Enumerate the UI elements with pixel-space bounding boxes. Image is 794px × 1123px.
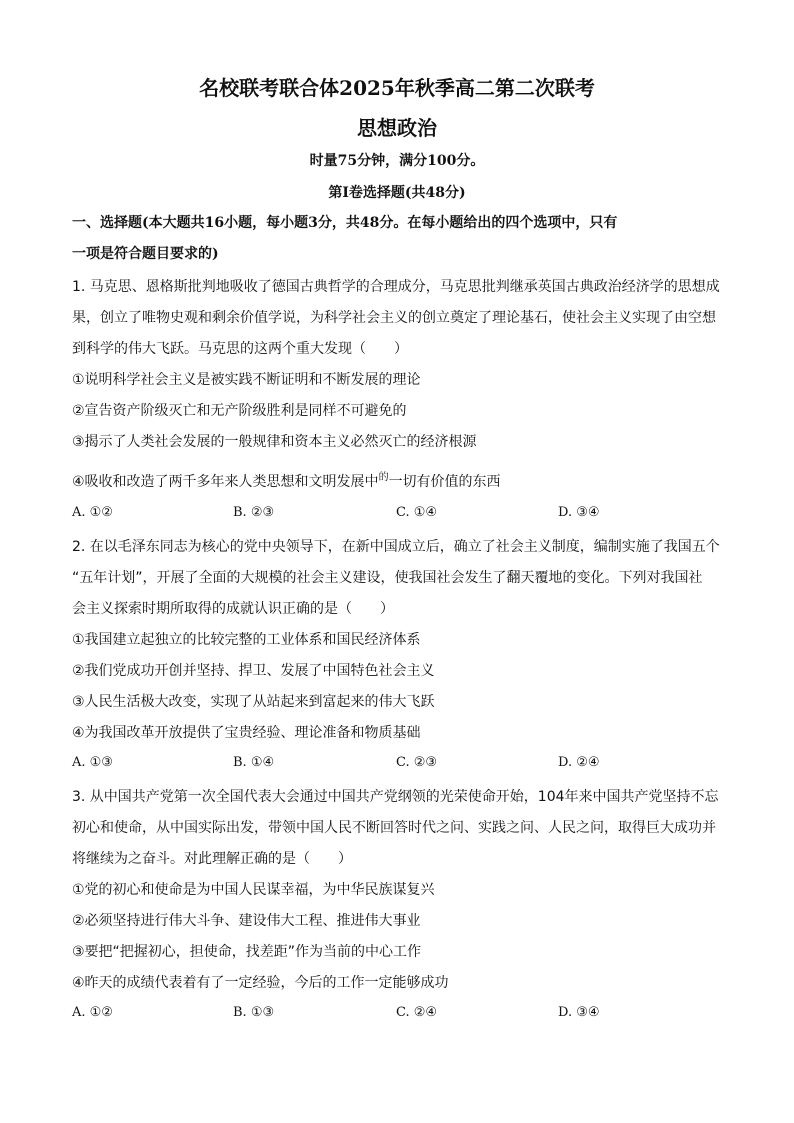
q2-option-b: B. ①④ [233, 755, 275, 770]
exam-title: 名校联考联合体2025年秋季高二第二次联考 [199, 76, 595, 100]
q2-options [72, 755, 722, 775]
q1-stem-line-1: 1. 马克思、恩格斯批判地吸收了德国古典哲学的合理成分，马克思批判继承英国古典政治经济学的思想成 [72, 279, 720, 295]
q3-item-4: ④昨天的成绩代表着有了一定经验，今后的工作一定能够成功 [72, 975, 449, 991]
q3-stem-line-2: 初心和使命，从中国实际出发，带领中国人民不断回答时代之问、实践之问、人民之问，取得巨大成功并 [72, 820, 716, 836]
q1-stem-line-2: 果，创立了唯物史观和剩余价值学说，为科学社会主义的创立奠定了理论基石，使社会主义实现了由空想 [72, 310, 716, 326]
q3-item-1: ①党的初心和使命是为中国人民谋幸福，为中华民族谋复兴 [72, 882, 435, 898]
q1-stem-line-3: 到科学的伟大飞跃。马克思的这两个重大发现（ ） [72, 341, 408, 357]
q3-option-b: B. ①③ [233, 1005, 275, 1020]
q2-stem-line-2: “五年计划”，开展了全面的大规模的社会主义建设，使我国社会发生了翻天覆地的变化。下列对我国社 [72, 570, 703, 586]
q1-options [72, 505, 722, 525]
q2-option-c: C. ②③ [396, 755, 438, 770]
q3-option-a: A. ①② [72, 1005, 113, 1020]
q3-option-d: D. ③④ [558, 1005, 600, 1020]
q2-stem-line-1: 2. 在以毛泽东同志为核心的党中央领导下，在新中国成立后，确立了社会主义制度，编制实施了我国五个 [72, 539, 720, 555]
subject-title: 思想政治 [357, 116, 437, 140]
q1-option-d: D. ③④ [558, 505, 600, 520]
q2-item-4: ④为我国改革开放提供了宝贵经验、理论准备和物质基础 [72, 725, 421, 741]
q3-stem-line-3: 将继续为之奋斗。对此理解正确的是（ ） [72, 851, 352, 867]
section-heading-line-1: 一、选择题(本大题共16小题，每小题3分，共48分。在每小题给出的四个选项中，只有 [72, 215, 618, 231]
q2-item-1: ①我国建立起独立的比较完整的工业体系和国民经济体系 [72, 632, 421, 648]
q1-item-4-sup: 的 [378, 472, 389, 483]
q1-option-c: C. ①④ [396, 505, 438, 520]
q1-item-4-before: ④吸收和改造了两千多年来人类思想和文明发展中 [72, 474, 379, 490]
q3-stem-line-1: 3. 从中国共产党第一次全国代表大会通过中国共产党纲领的光荣使命开始，104年来中国共产党坚持不忘 [72, 789, 719, 805]
q3-item-3: ③要把“把握初心，担使命，找差距”作为当前的中心工作 [72, 944, 422, 960]
time-info: 时量75分钟，满分100分。 [309, 153, 485, 169]
q1-item-4-after: 一切有价值的东西 [388, 474, 501, 490]
q2-item-3: ③人民生活极大改变，实现了从站起来到富起来的伟大飞跃 [72, 694, 435, 710]
q2-option-d: D. ②④ [558, 755, 600, 770]
q2-item-2: ②我们党成功开创并坚持、捍卫、发展了中国特色社会主义 [72, 663, 435, 679]
q2-stem-line-3: 会主义探索时期所取得的成就认识正确的是（ ） [72, 601, 394, 617]
q3-options [72, 1005, 722, 1025]
q1-item-3: ③揭示了人类社会发展的一般规律和资本主义必然灭亡的经济根源 [72, 434, 477, 450]
q1-option-a: A. ①② [72, 505, 113, 520]
section-heading-line-2: 一项是符合题目要求的) [72, 246, 219, 262]
q1-option-b: B. ②③ [233, 505, 275, 520]
part-heading: 第Ⅰ卷选择题(共48分) [328, 185, 466, 201]
q2-option-a: A. ①③ [72, 755, 113, 770]
q1-item-1: ①说明科学社会主义是被实践不断证明和不断发展的理论 [72, 372, 421, 388]
q1-item-2: ②宣告资产阶级灭亡和无产阶级胜利是同样不可避免的 [72, 403, 407, 419]
q3-option-c: C. ②④ [396, 1005, 438, 1020]
q1-item-4 [72, 471, 722, 491]
q3-item-2: ②必须坚持进行伟大斗争、建设伟大工程、推进伟大事业 [72, 913, 421, 929]
